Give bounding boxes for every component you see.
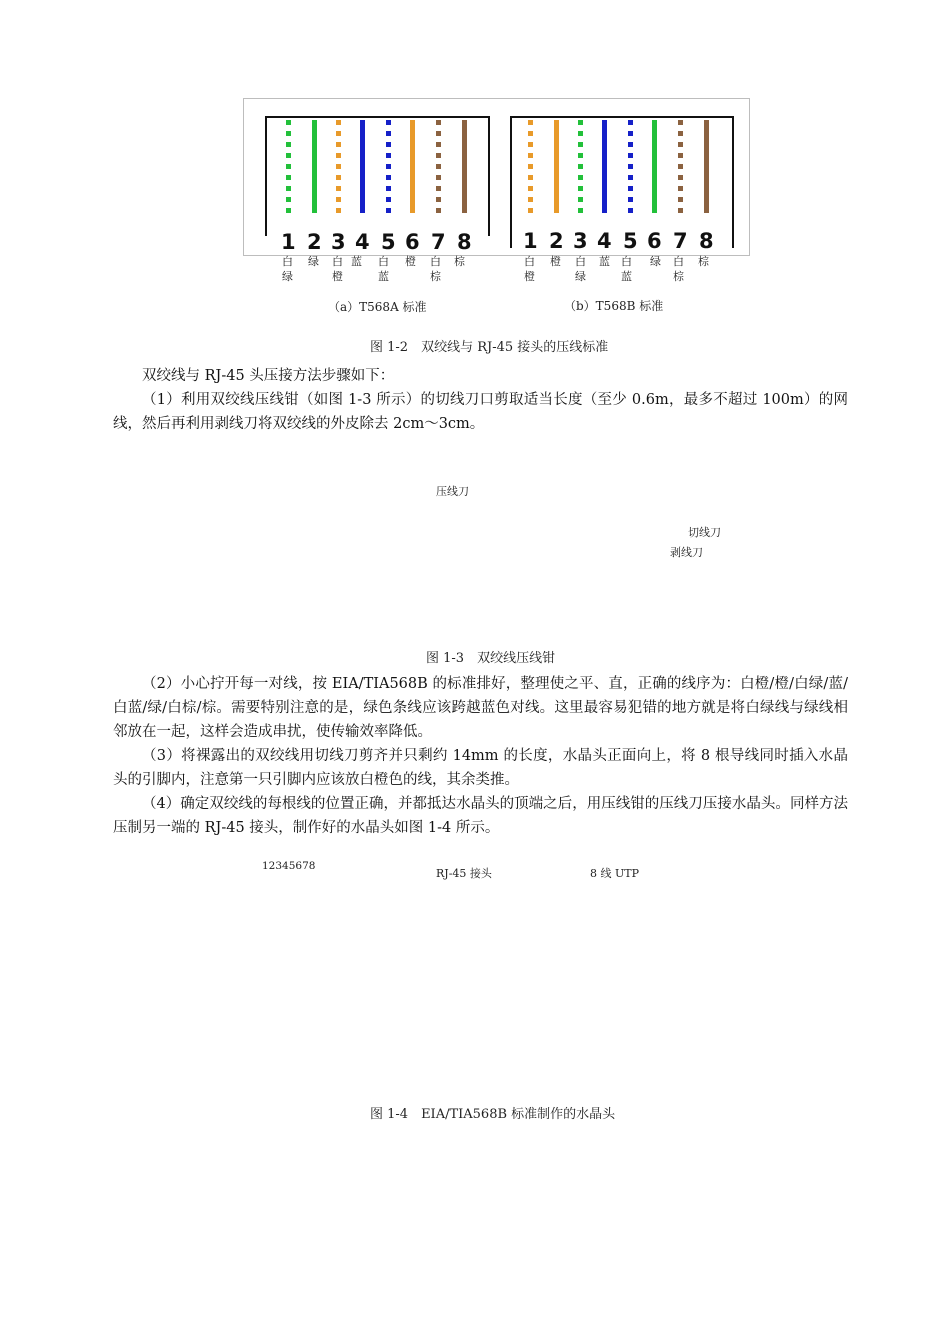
paragraph-intro: 双绞线与 RJ-45 头压接方法步骤如下： xyxy=(142,368,395,384)
panel_b-wire-3 xyxy=(578,120,583,213)
panel_a-color-label: 白棕 xyxy=(430,255,441,283)
panel_a-wire-3 xyxy=(336,120,341,213)
panel_b-color-label: 绿 xyxy=(650,255,661,268)
pin-numbers-label: 12345678 xyxy=(262,860,316,872)
panel_a-color-label: 白蓝 xyxy=(378,255,389,283)
t568a-caption: （a）T568A 标准 xyxy=(328,300,427,314)
t568a-bracket xyxy=(265,116,490,236)
panel_b-color-label: 蓝 xyxy=(599,255,610,268)
body-text-block-2 xyxy=(113,672,848,840)
panel_b-color-label: 白绿 xyxy=(575,255,586,283)
panel_a-pin-number: 5 xyxy=(381,230,396,254)
panel_b-wire-8 xyxy=(704,120,709,213)
panel_a-color-label: 白绿 xyxy=(282,255,293,283)
panel_b-wire-2 xyxy=(554,120,559,213)
panel_b-color-label: 棕 xyxy=(698,255,709,268)
panel_a-color-label: 蓝 xyxy=(351,255,362,268)
cut-blade-label: 切线刀 xyxy=(688,526,721,539)
panel_a-pin-number: 2 xyxy=(307,230,322,254)
strip-blade-label: 剥线刀 xyxy=(670,546,703,559)
rj45-connector-label: RJ-45 接头 xyxy=(436,867,492,880)
panel_a-color-label: 棕 xyxy=(454,255,465,268)
panel_a-color-label: 橙 xyxy=(405,255,416,268)
t568b-caption: （b）T568B 标准 xyxy=(564,299,664,313)
crimp-blade-label: 压线刀 xyxy=(436,485,469,498)
panel_a-wire-4 xyxy=(360,120,365,213)
panel_a-wire-8 xyxy=(462,120,467,213)
paragraph-step-3: （3）将裸露出的双绞线用切线刀剪齐并只剩约 14mm 的长度，水晶头正面向上，将 8 根导线同时插入水晶头的引脚内，注意第一只引脚内应该放白橙色的线，其余类推。 xyxy=(113,748,848,788)
panel_b-color-label: 白棕 xyxy=(673,255,684,283)
panel_b-pin-number: 5 xyxy=(623,229,638,253)
panel_b-pin-number: 4 xyxy=(597,229,612,253)
panel_b-wire-5 xyxy=(628,120,633,213)
utp-cable-label: 8 线 UTP xyxy=(590,867,640,880)
t568b-panel xyxy=(498,98,750,298)
panel_a-color-label: 白橙 xyxy=(332,255,343,283)
panel_a-pin-number: 8 xyxy=(457,230,472,254)
panel_b-pin-number: 1 xyxy=(523,229,538,253)
panel_b-wire-4 xyxy=(602,120,607,213)
panel_b-pin-number: 2 xyxy=(549,229,564,253)
t568a-panel xyxy=(243,98,495,298)
panel_a-wire-5 xyxy=(386,120,391,213)
figure-1-4-title: 图 1-4 EIA/TIA568B 标准制作的水晶头 xyxy=(370,1107,616,1122)
panel_a-wire-1 xyxy=(286,120,291,213)
panel_b-color-label: 白橙 xyxy=(524,255,535,283)
panel_a-wire-2 xyxy=(312,120,317,213)
panel_a-wire-7 xyxy=(436,120,441,213)
panel_a-pin-number: 7 xyxy=(431,230,446,254)
panel_a-wire-6 xyxy=(410,120,415,213)
body-text-block-1 xyxy=(113,364,848,436)
panel_b-color-label: 橙 xyxy=(550,255,561,268)
panel_a-pin-number: 4 xyxy=(355,230,370,254)
figure-1-3-title: 图 1-3 双绞线压线钳 xyxy=(426,651,556,666)
figure-1-2-title: 图 1-2 双绞线与 RJ-45 接头的压线标准 xyxy=(370,340,609,355)
panel_b-wire-6 xyxy=(652,120,657,213)
panel_b-color-label: 白蓝 xyxy=(621,255,632,283)
panel_b-pin-number: 6 xyxy=(647,229,662,253)
panel_a-pin-number: 3 xyxy=(331,230,346,254)
panel_a-pin-number: 6 xyxy=(405,230,420,254)
panel_b-wire-1 xyxy=(528,120,533,213)
panel_b-wire-7 xyxy=(678,120,683,213)
panel_a-color-label: 绿 xyxy=(308,255,319,268)
paragraph-step-2: （2）小心拧开每一对线，按 EIA/TIA568B 的标准排好，整理使之平、直，正确的线序为：白橙/橙/白绿/蓝/白蓝/绿/白棕/棕。需要特别注意的是，绿色条线应该跨越蓝色对线。这里最容易犯错的地方就是将白绿线与绿线相邻放在一起，这样会造成串扰，使传输效率降低。 xyxy=(113,676,848,740)
panel_b-pin-number: 8 xyxy=(699,229,714,253)
panel_b-pin-number: 7 xyxy=(673,229,688,253)
paragraph-step-4: （4）确定双绞线的每根线的位置正确，并都抵达水晶头的顶端之后，用压线钳的压线刀压接水晶头。同样方法压制另一端的 RJ-45 接头，制作好的水晶头如图 1-4 所示。 xyxy=(113,796,848,836)
panel_a-pin-number: 1 xyxy=(281,230,296,254)
paragraph-step-1: （1）利用双绞线压线钳（如图 1-3 所示）的切线刀口剪取适当长度（至少 0.6m，最多不超过 100m）的网线，然后再利用剥线刀将双绞线的外皮除去 2cm～3cm。 xyxy=(113,392,848,432)
panel_b-pin-number: 3 xyxy=(573,229,588,253)
